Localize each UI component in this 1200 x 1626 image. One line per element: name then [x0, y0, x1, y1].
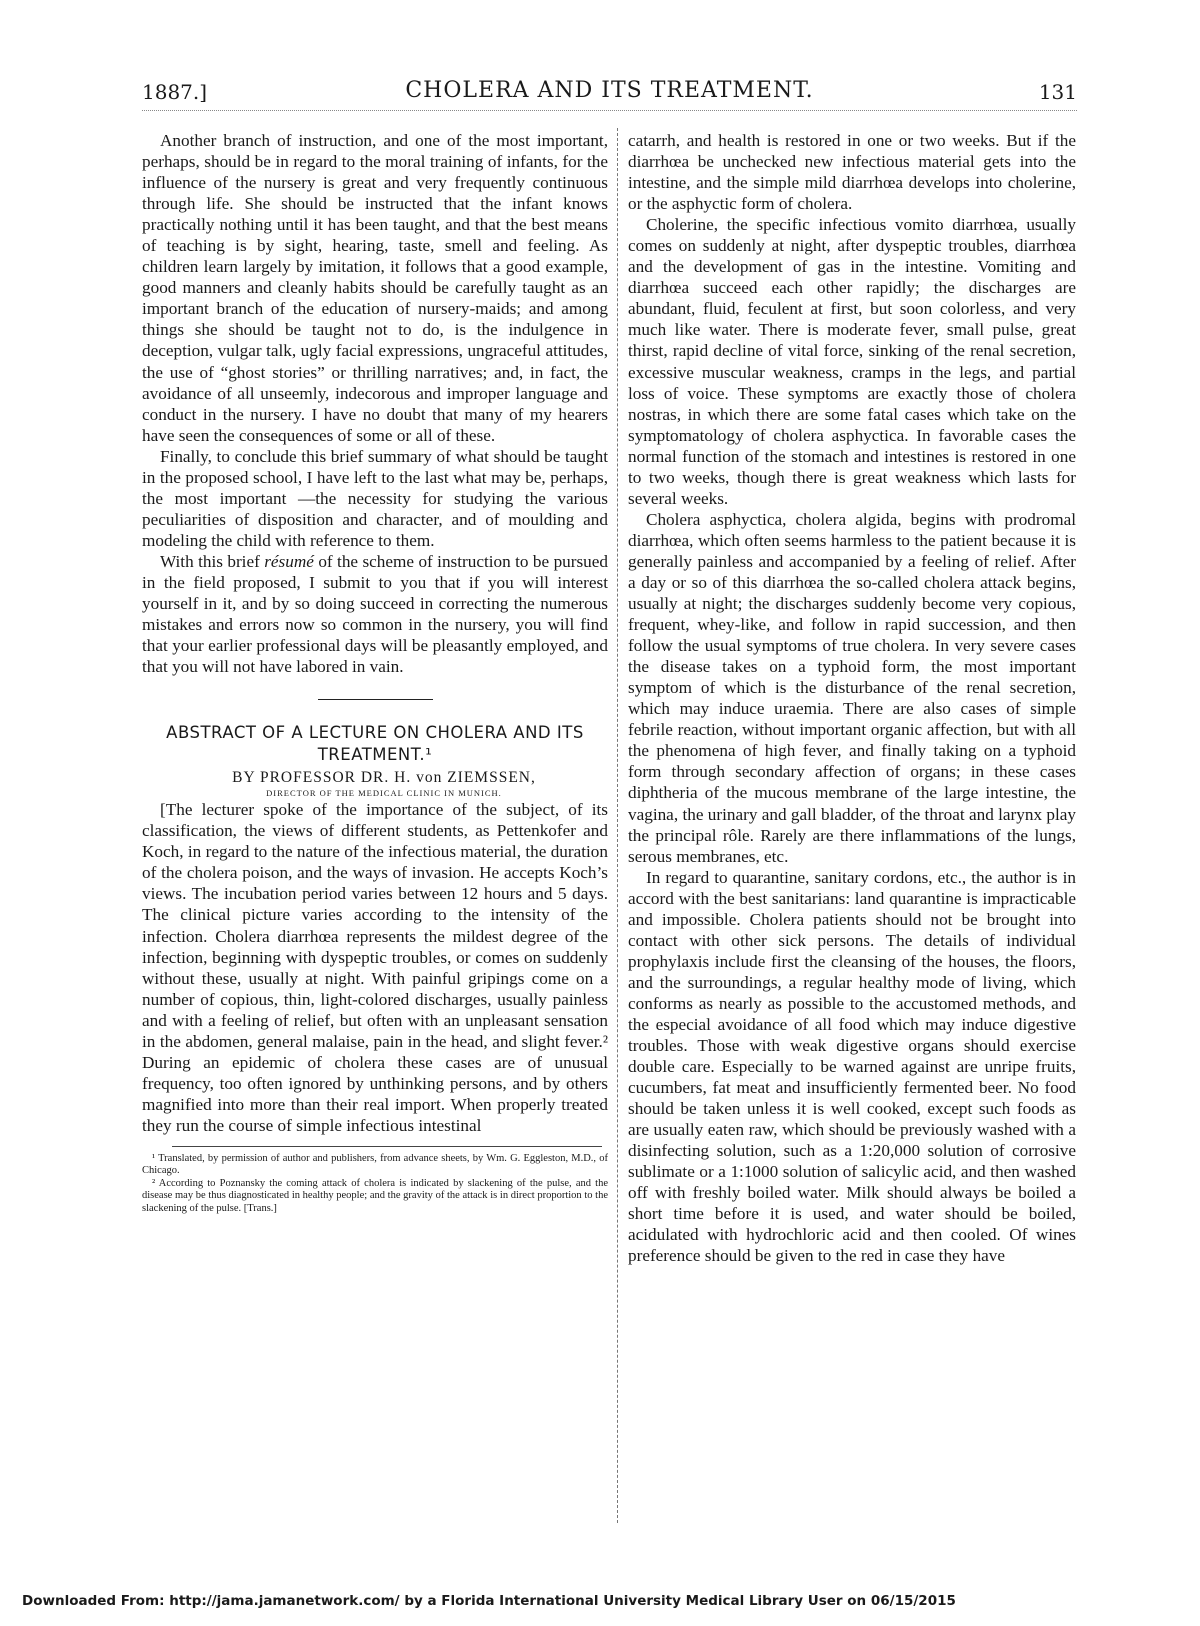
author-byline: BY PROFESSOR DR. H. von ZIEMSSEN,	[232, 769, 536, 787]
left-paragraph-3	[142, 551, 608, 677]
right-paragraph-1: catarrh, and health is restored in one or two weeks. But if the diarrhœa be unchecked new infectious material gets into the intestine, and the simple mild diarrhœa develops into cholerine, or the asphyctic form of cholera.	[628, 131, 1076, 214]
right-paragraph-3: Cholera asphyctica, cholera algida, begins with prodromal diarrhœa, which often seems harmless to the patient because it is generally painless and accompanied by a feeling of relief. After a day or so of this diarrhœa the so-called cholera attack begins, usually at night; the discharges suddenly become very copious, frequent, whey-like, and follow in rapid succession, and then follow the usual symptoms of true cholera. In very severe cases the disease takes on a typhoid form, the most important symptom of which is the disturbance of the renal secretion, which may induce uraemia. There are also cases of simple febrile reaction, without important organic affection, but with all the phenomena of high fever, and finally taking on a typhoid form through secondary affection of organs; in these cases diphtheria of the mucous membrane of the large intestine, the vagina, the urinary and gall bladder, of the throat and larynx play the principal rôle. Rarely are there inflammations of the lungs, serous membranes, etc.	[628, 509, 1076, 866]
footnote-1: ¹ Translated, by permission of author and publishers, from advance sheets, by Wm. G. Eggleston, M.D., of Chicago.	[142, 1152, 608, 1177]
left-paragraph-2: Finally, to conclude this brief summary of what should be taught in the proposed school, I have left to the last what may be, perhaps, the most important —the necessity for studying the various peculiarities of disposition and character, and of moulding and modeling the child with reference to them.	[142, 446, 608, 550]
resume-italic: résumé	[264, 551, 314, 571]
download-notice: Downloaded From: http://jama.jamanetwork.com/ by a Florida International University Medical Library User on 06/15/2015	[22, 1593, 956, 1609]
article-title-line-1: ABSTRACT OF A LECTURE ON CHOLERA AND ITS	[166, 723, 584, 743]
running-title: CHOLERA AND ITS TREATMENT.	[405, 78, 814, 103]
footnote-2: ² According to Poznansky the coming attack of cholera is indicated by slackening of the pulse, and the disease may be thus diagnosticated in healthy people; and the gravity of the attack is in direct proportion to the slackening of the pulse. [Trans.]	[142, 1177, 608, 1214]
page-number: 131	[1038, 80, 1077, 104]
author-affiliation: DIRECTOR OF THE MEDICAL CLINIC IN MUNICH.	[266, 788, 502, 799]
left-paragraph-1: Another branch of instruction, and one of the most important, perhaps, should be in regard to the moral training of infants, for the influence of the nursery is great and very frequently continuous through life. She should be instructed that the infant knows practically nothing until it has been taught, and that the best means of teaching is by sight, hearing, taste, smell and feeling. As children learn largely by imitation, it follows that a good example, good manners and cleanly habits should be carefully taught as an important branch of the education of nursery-maids; and among things she should be taught not to do, is the indulgence in deception, vulgar talk, ugly facial expressions, ungraceful attitudes, the use of “ghost stories” or thrilling narratives; and, in fact, the avoidance of all unseemly, indecorous and improper language and conduct in the nursery. I have no doubt that many of my hearers have seen the consequences of some or all of these.	[142, 131, 608, 445]
footnote-rule	[172, 1146, 602, 1147]
column-divider	[617, 128, 618, 1523]
section-separator	[318, 699, 433, 700]
header-rule	[142, 110, 1077, 111]
left-column	[142, 130, 608, 1215]
article-title-line-2: TREATMENT.¹	[317, 745, 433, 765]
right-paragraph-2: Cholerine, the specific infectious vomito diarrhœa, usually comes on suddenly at night, after dyspeptic troubles, diarrhœa and the development of gas in the intestine. Vomiting and diarrhœa succeed each other rapidly; the discharges are abundant, fluid, feculent at first, but soon colorless, and very much like water. There is moderate fever, small pulse, great thirst, rapid decline of vital force, sinking of the renal secretion, excessive muscular weakness, cramps in the legs, and partial loss of voice. These symptoms are exactly those of cholera nostras, in which there are some fatal cases which take on the symptomatology of cholera asphyctica. In favorable cases the normal function of the stomach and intestines is restored in one to two weeks, though there is great weakness which lasts for several weeks.	[628, 215, 1076, 508]
left-paragraph-4: [The lecturer spoke of the importance of the subject, of its classification, the views of different students, as Pettenkofer and Koch, in regard to the nature of the infectious material, the duration of the cholera poison, and the ways of invasion. He accepts Koch’s views. The incubation period varies between 12 hours and 5 days. The clinical picture varies according to the intensity of the infection. Cholera diarrhœa represents the mildest degree of the infection, beginning with dyspeptic troubles, or comes on suddenly without these, usually at night. With painful gripings come on a number of copious, thin, light-colored discharges, usually painless and with a feeling of relief, but often with an unpleasant sensation in the abdomen, general malaise, pain in the head, and slight fever.² During an epidemic of cholera these cases are of unusual frequency, too often ignored by unthinking persons, and by others magnified into more than their real import. When properly treated they run the course of simple infectious intestinal	[142, 800, 608, 1135]
left-paragraph-3-end: of the scheme of instruction to be pursued in the field proposed, I submit to you that if you will interest yourself in it, and by so doing succeed in correcting the numerous mistakes and errors now so common in the nursery, you will find that your earlier professional days will be pleasantly employed, and that you will not have labored in vain.	[142, 551, 608, 677]
footnotes	[142, 1153, 608, 1216]
right-paragraph-4: In regard to quarantine, sanitary cordons, etc., the author is in accord with the best sanitarians: land quarantine is impracticable and impossible. Cholera patients should not be brought into contact with other sick persons. The details of individual prophylaxis include first the cleansing of the houses, the floors, and the surroundings, a regular healthy mode of living, which conforms as nearly as possible to the accustomed methods, and the especial avoidance of all food which may induce digestive troubles. Those with weak digestive organs should exercise double care. Especially to be warned against are unripe fruits, cucumbers, fat meat and insufficiently fermented beer. No food should be taken unless it is well cooked, except such foods as are usually eaten raw, which should be previously washed with a disinfecting solution, such as a 1:20,000 solution of corrosive sublimate or a 1:1000 solution of salicylic acid, and then washed off with freshly boiled water. Milk should always be boiled a short time before it is used, and water should be boiled, acidulated with hydrochloric acid and then cooled. Of wines preference should be given to the red in case they have	[628, 867, 1076, 1266]
left-paragraph-3-start: With this brief	[160, 551, 265, 571]
running-header	[142, 78, 1077, 114]
header-year: 1887.]	[142, 80, 208, 104]
right-column	[628, 130, 1076, 1267]
article-title	[142, 722, 608, 766]
